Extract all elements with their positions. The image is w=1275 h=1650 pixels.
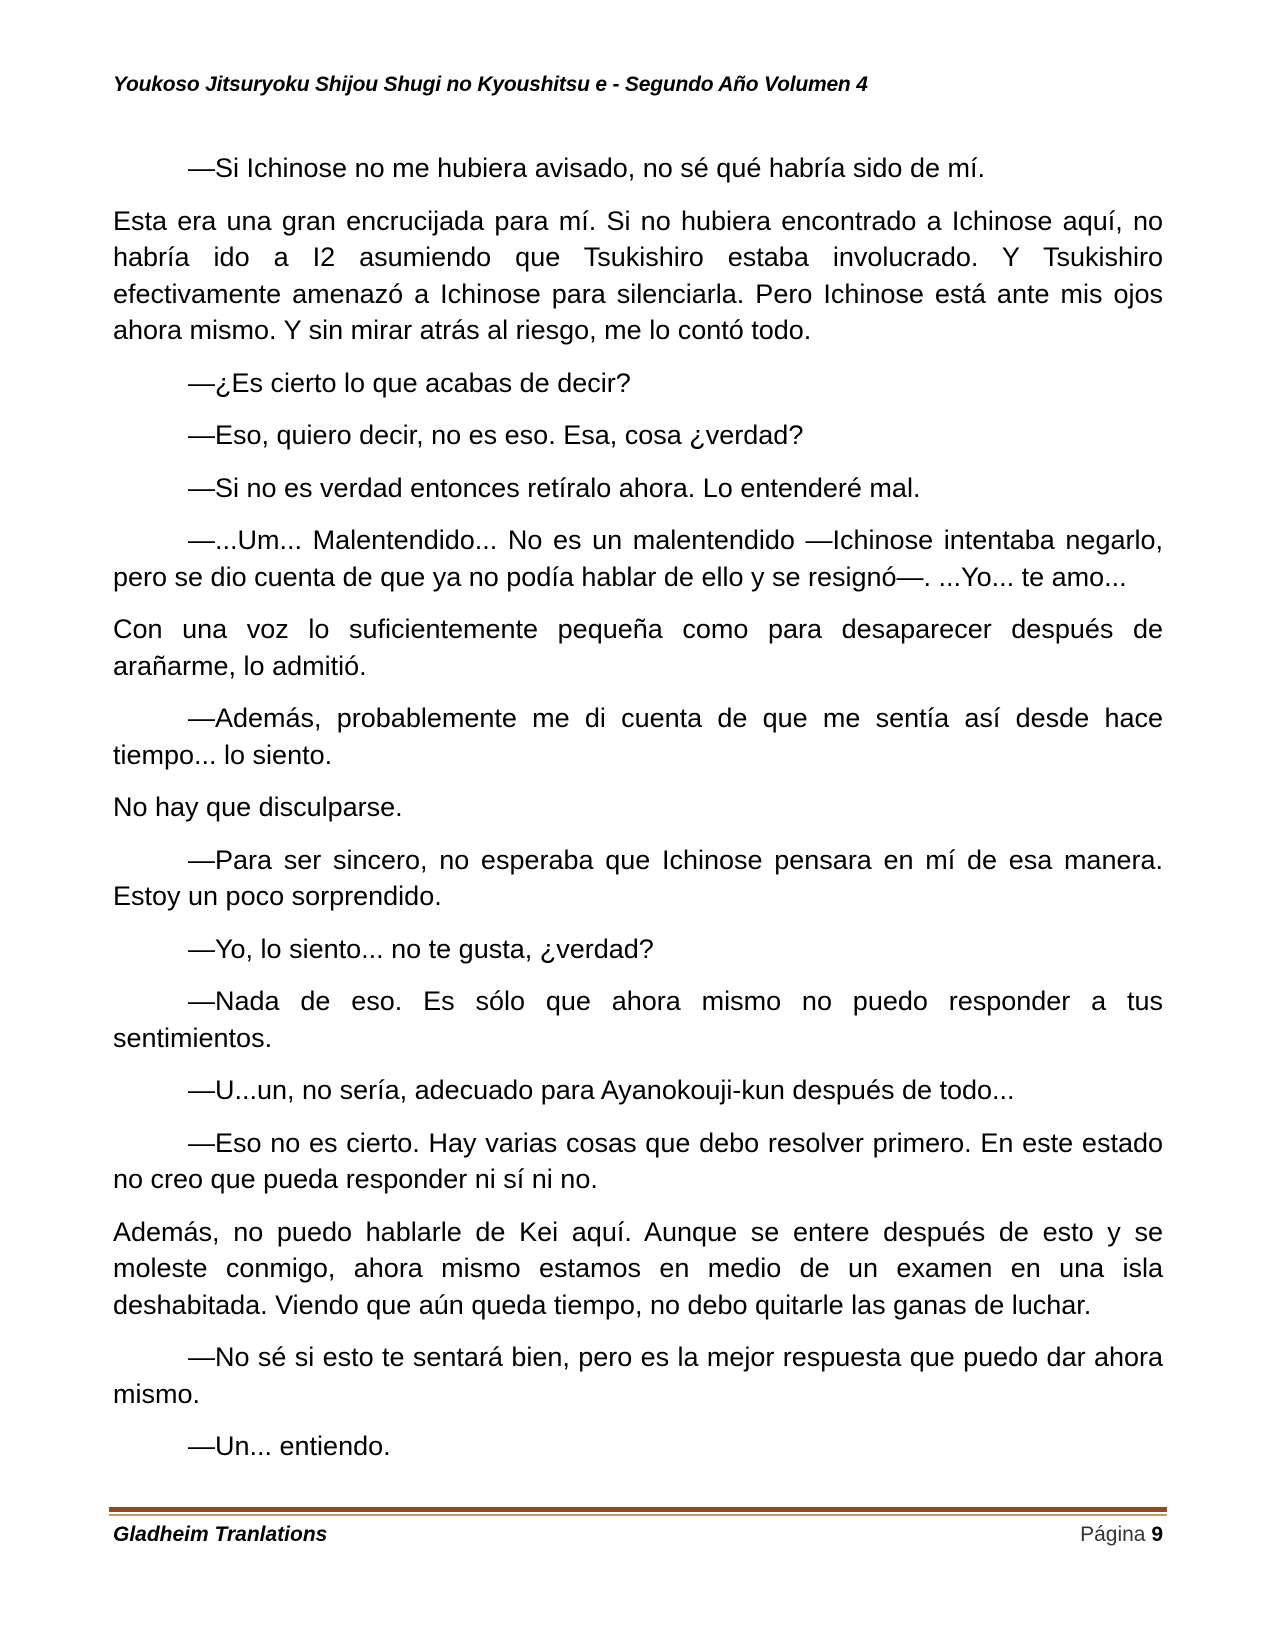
dialogue-paragraph: —Para ser sincero, no esperaba que Ichinose pensara en mí de esa manera. Estoy un poco sorprendido. xyxy=(113,844,1163,911)
dialogue-paragraph: —...Um... Malentendido... No es un malentendido —Ichinose intentaba negarlo, pero se dio cuenta de que ya no podía hablar de ello y se resignó—. ...Yo... te amo... xyxy=(113,525,1163,592)
running-header: Youkoso Jitsuryoku Shijou Shugi no Kyoushitsu e - Segundo Año Volumen 4 xyxy=(113,73,868,96)
footer-rule-accent xyxy=(109,1514,1167,1516)
dialogue-paragraph: —Un... entiendo. xyxy=(188,1431,391,1461)
page-number: 9 xyxy=(1151,1523,1163,1546)
dialogue-paragraph: —Yo, lo siento... no te gusta, ¿verdad? xyxy=(188,933,654,964)
narration-paragraph: Esta era una gran encrucijada para mí. Si no hubiera encontrado a Ichinose aquí, no habría ido a I2 asumiendo que Tsukishiro estaba involucrado. Y Tsukishiro efectivamente amenazó a Ichinose para silenciarla. Pero Ichinose está ante mis ojos ahora mismo. Y sin mirar atrás al riesgo, me lo contó todo. xyxy=(113,205,1163,345)
dialogue-paragraph: —Si Ichinose no me hubiera avisado, no sé qué habría sido de mí. xyxy=(188,153,985,183)
dialogue-paragraph: —U...un, no sería, adecuado para Ayanokouji-kun después de todo... xyxy=(188,1075,1015,1105)
narration-paragraph: Con una voz lo suficientemente pequeña como para desaparecer después de arañarme, lo admitió. xyxy=(113,614,1163,681)
dialogue-paragraph: —Además, probablemente me di cuenta de que me sentía así desde hace tiempo... lo siento. xyxy=(113,703,1163,770)
dialogue-paragraph: —No sé si esto te sentará bien, pero es la mejor respuesta que puedo dar ahora mismo. xyxy=(113,1342,1163,1409)
dialogue-paragraph: —Eso, quiero decir, no es eso. Esa, cosa ¿verdad? xyxy=(188,420,804,450)
narration-paragraph: Además, no puedo hablarle de Kei aquí. Aunque se entere después de esto y se moleste conmigo, ahora mismo estamos en medio de un examen en una isla deshabitada. Viendo que aún queda tiempo, no debo quitarle las ganas de luchar. xyxy=(113,1216,1163,1320)
page-indicator xyxy=(1080,1523,1163,1547)
narration-paragraph: No hay que disculparse. xyxy=(113,792,403,822)
footer-rule xyxy=(109,1507,1167,1512)
dialogue-paragraph: —Eso no es cierto. Hay varias cosas que debo resolver primero. En este estado no creo que pueda responder ni sí ni no. xyxy=(113,1127,1163,1194)
translator-credit: Gladheim Tranlations xyxy=(113,1523,328,1546)
dialogue-paragraph: —Nada de eso. Es sólo que ahora mismo no puedo responder a tus sentimientos. xyxy=(113,986,1163,1053)
page-body xyxy=(113,150,1163,1481)
dialogue-paragraph: —¿Es cierto lo que acabas de decir? xyxy=(188,367,631,398)
page-label: Página xyxy=(1080,1523,1146,1546)
dialogue-paragraph: —Si no es verdad entonces retíralo ahora. Lo entenderé mal. xyxy=(188,472,921,503)
